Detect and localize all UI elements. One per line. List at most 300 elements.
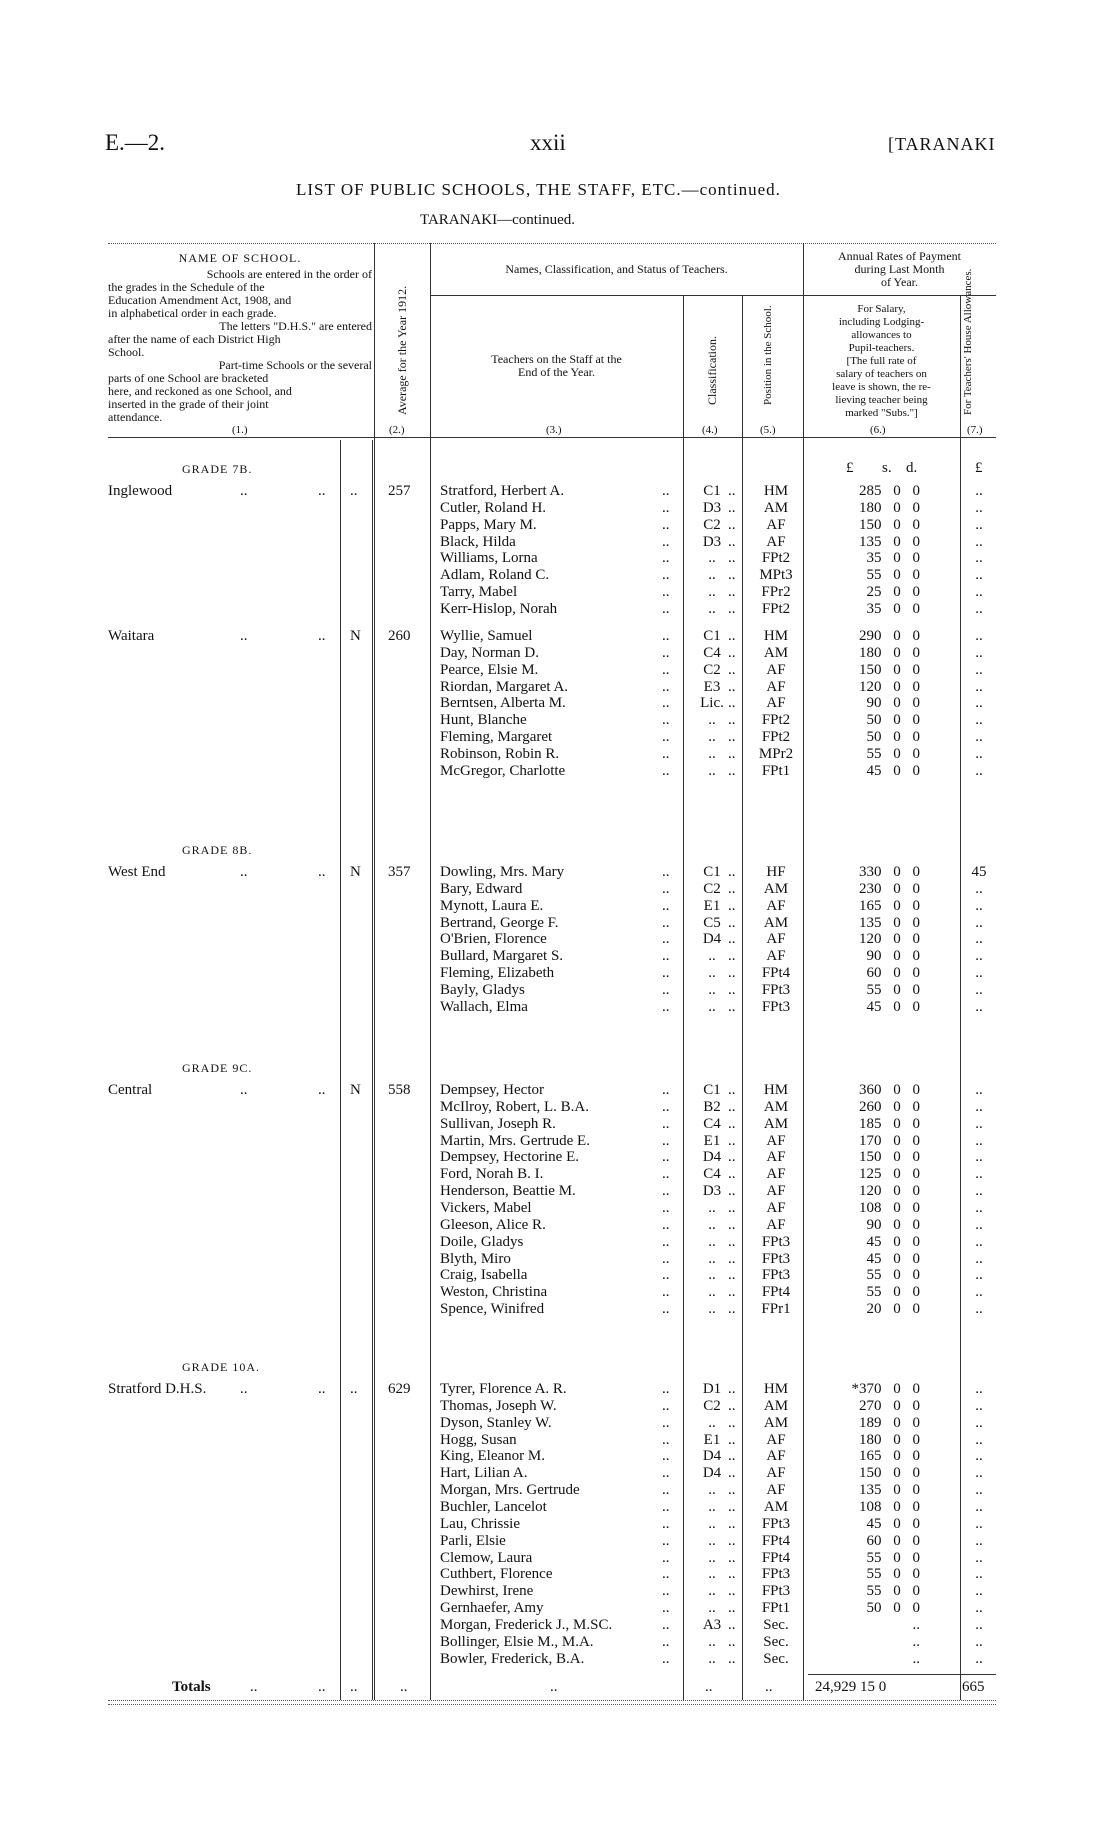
teacher-classification: ..: [708, 550, 716, 567]
teacher-salary: 270 0 0: [859, 1397, 920, 1414]
teacher-name: Wallach, Elma: [440, 998, 528, 1015]
teacher-position: AF: [766, 678, 786, 695]
teacher-position: FPr1: [761, 1301, 791, 1318]
teacher-position: AF: [766, 1183, 786, 1200]
teacher-house-allowance: ..: [975, 1397, 983, 1414]
leader-dots: ..: [662, 483, 670, 499]
teacher-classification: D3: [702, 533, 722, 550]
leader-dots: ..: [728, 1149, 736, 1166]
teacher-house-allowance: 45: [971, 864, 987, 880]
teacher-position: AF: [766, 1199, 786, 1216]
teacher-name: Black, Hilda: [440, 533, 516, 550]
teacher-name: Clemow, Laura: [440, 1549, 533, 1566]
teacher-name: Pearce, Elsie M.: [440, 661, 539, 678]
teacher-house-allowance: ..: [975, 1448, 983, 1465]
teacher-name: Berntsen, Alberta M.: [440, 695, 566, 712]
note-line: attendance.: [108, 410, 163, 424]
leader-dots: ..: [728, 1482, 736, 1499]
col6-line: Pupil-teachers.: [848, 342, 915, 354]
teacher-classification: D1: [702, 1381, 722, 1397]
leader-dots: ..: [728, 600, 736, 617]
teacher-name: Martin, Mrs. Gertrude E.: [440, 1132, 590, 1149]
teacher-house-allowance: ..: [975, 948, 983, 965]
leader-dots: ..: [728, 678, 736, 695]
teacher-salary: 25 0 0: [866, 584, 920, 601]
leader-dots: ..: [662, 712, 670, 729]
teacher-house-allowance: ..: [975, 762, 983, 779]
leader-dots: ..: [728, 584, 736, 601]
teacher-classification: A3: [702, 1616, 722, 1633]
leader-dots: ..: [728, 695, 736, 712]
teacher-house-allowance: ..: [975, 1216, 983, 1233]
teacher-house-allowance: ..: [975, 695, 983, 712]
col6-header: [803, 303, 960, 420]
teacher-salary: 45 0 0: [866, 1515, 920, 1532]
school-mark: N: [350, 628, 361, 644]
teacher-house-allowance: ..: [975, 1183, 983, 1200]
teacher-classification: ..: [708, 1515, 716, 1532]
teacher-salary: 108 0 0: [859, 1199, 920, 1216]
leader-dots: ..: [728, 1115, 736, 1132]
teacher-house-allowance: ..: [975, 981, 983, 998]
leader-dots: ..: [662, 1532, 670, 1549]
teacher-classification: D4: [702, 931, 722, 948]
teacher-classification: ..: [708, 948, 716, 965]
teacher-position: AF: [766, 533, 786, 550]
teacher-classification: D4: [702, 1448, 722, 1465]
leader-dots: ..: [728, 1414, 736, 1431]
col-number-7: (7.): [967, 424, 983, 436]
teacher-salary: 150 0 0: [859, 661, 920, 678]
teacher-classification: E1: [703, 1132, 721, 1149]
leader-dots: ..: [728, 550, 736, 567]
teacher-salary: 35 0 0: [866, 550, 920, 567]
teacher-name: Blyth, Miro: [440, 1250, 511, 1267]
col-divider-4: [742, 295, 743, 1700]
teacher-position: Sec.: [763, 1650, 789, 1667]
teacher-name: Riordan, Margaret A.: [440, 678, 569, 695]
teacher-salary: 108 0 0: [859, 1498, 920, 1515]
teacher-classification: E1: [703, 897, 721, 914]
col-divider-2: [430, 243, 431, 1700]
leader-dots: ..: [728, 1431, 736, 1448]
teacher-position: AF: [766, 897, 786, 914]
teacher-position: AM: [763, 880, 789, 897]
col2-header: Average for the Year 1912.: [395, 285, 409, 415]
leader-dots: ..: [318, 628, 326, 644]
teacher-name: Spence, Winifred: [440, 1301, 545, 1318]
teacher-position: FPt4: [761, 1532, 791, 1549]
teacher-salary: 260 0 0: [859, 1098, 920, 1115]
note-line: The letters "D.H.S." are entered: [219, 319, 372, 333]
note-line: in alphabetical order in each grade.: [108, 306, 277, 320]
teacher-name: Parli, Elsie: [440, 1532, 506, 1549]
teacher-position: FPt1: [761, 1600, 791, 1617]
leader-dots: ..: [728, 864, 736, 880]
teacher-name: Tyrer, Florence A. R.: [440, 1381, 567, 1397]
teacher-position: MPr2: [758, 745, 794, 762]
teacher-house-allowance: ..: [975, 1566, 983, 1583]
teacher-name: McGregor, Charlotte: [440, 762, 566, 779]
teacher-classification: ..: [708, 1633, 716, 1650]
teacher-name: Cuthbert, Florence: [440, 1566, 553, 1583]
teacher-salary: 150 0 0: [859, 1465, 920, 1482]
totals-label: Totals: [172, 1679, 211, 1695]
leader-dots: ..: [728, 661, 736, 678]
unit-shilling: s.: [882, 460, 892, 476]
leader-dots: ..: [662, 661, 670, 678]
teacher-name: Bollinger, Elsie M., M.A.: [440, 1633, 594, 1650]
teacher-house-allowance: ..: [975, 1132, 983, 1149]
teacher-house-allowance: ..: [975, 1233, 983, 1250]
leader-dots: ..: [728, 1098, 736, 1115]
totals-dots-5: ..: [550, 1679, 558, 1695]
school-name: West End: [108, 864, 166, 880]
teacher-classification: ..: [708, 1566, 716, 1583]
teacher-classification: ..: [708, 712, 716, 729]
teacher-salary: 55 0 0: [866, 1267, 920, 1284]
teacher-name: Mynott, Laura E.: [440, 897, 544, 914]
teacher-position: AF: [766, 1166, 786, 1183]
col4-header: Classification.: [705, 336, 719, 405]
col-number-3: (3.): [546, 424, 562, 436]
unit-pound: £: [846, 460, 854, 476]
teacher-salary: 150 0 0: [859, 516, 920, 533]
teacher-house-allowance: ..: [975, 1301, 983, 1318]
leader-dots: ..: [662, 914, 670, 931]
teacher-salary: 120 0 0: [859, 678, 920, 695]
leader-dots: ..: [728, 1515, 736, 1532]
teacher-position: AM: [763, 499, 789, 516]
leader-dots: ..: [728, 1498, 736, 1515]
teacher-salary: 180 0 0: [859, 644, 920, 661]
teacher-salary: 290 0 0: [859, 628, 920, 644]
leader-dots: ..: [728, 1250, 736, 1267]
teacher-classification: ..: [708, 1216, 716, 1233]
teacher-house-allowance: ..: [975, 600, 983, 617]
leader-dots: ..: [728, 567, 736, 584]
leader-dots: ..: [240, 483, 248, 499]
teacher-position: FPt1: [761, 762, 791, 779]
teacher-salary: 120 0 0: [859, 931, 920, 948]
leader-dots: ..: [728, 533, 736, 550]
teacher-house-allowance: ..: [975, 1549, 983, 1566]
header-bottom-rule: [108, 437, 996, 438]
leader-dots: ..: [662, 1301, 670, 1318]
teacher-name: Fleming, Margaret: [440, 729, 553, 746]
teacher-salary: 45 0 0: [866, 998, 920, 1015]
teacher-position: FPt2: [761, 712, 791, 729]
teacher-classification: E3: [703, 678, 721, 695]
teacher-house-allowance: ..: [975, 712, 983, 729]
leader-dots: ..: [662, 1166, 670, 1183]
leader-dots: ..: [662, 1397, 670, 1414]
leader-dots: ..: [728, 762, 736, 779]
leader-dots: ..: [662, 516, 670, 533]
teacher-name: Dewhirst, Irene: [440, 1583, 534, 1600]
teacher-salary: 90 0 0: [866, 1216, 920, 1233]
teacher-classification: ..: [708, 1549, 716, 1566]
teacher-house-allowance: ..: [975, 1250, 983, 1267]
teacher-salary: ..: [912, 1650, 920, 1667]
teacher-name: Hogg, Susan: [440, 1431, 517, 1448]
teacher-classification: D4: [702, 1465, 722, 1482]
teacher-name: Day, Norman D.: [440, 644, 540, 661]
teacher-position: AM: [763, 914, 789, 931]
teacher-classification: D4: [702, 1149, 722, 1166]
leader-dots: ..: [662, 1465, 670, 1482]
teacher-salary: 60 0 0: [866, 965, 920, 982]
teacher-position: AM: [763, 1115, 789, 1132]
teacher-house-allowance: ..: [975, 1431, 983, 1448]
teacher-house-allowance: ..: [975, 550, 983, 567]
teacher-position: FPt4: [761, 1549, 791, 1566]
school-average: 260: [388, 628, 411, 644]
teacher-house-allowance: ..: [975, 1082, 983, 1098]
teacher-name: Morgan, Frederick J., M.SC.: [440, 1616, 613, 1633]
leader-dots: ..: [662, 1600, 670, 1617]
teacher-name: Lau, Chrissie: [440, 1515, 520, 1532]
teacher-classification: C2: [703, 1397, 721, 1414]
teacher-name: Buchler, Lancelot: [440, 1498, 547, 1515]
teacher-house-allowance: ..: [975, 1650, 983, 1667]
teacher-house-allowance: ..: [975, 516, 983, 533]
leader-dots: ..: [662, 1633, 670, 1650]
leader-dots: ..: [728, 1633, 736, 1650]
teacher-position: AF: [766, 1431, 786, 1448]
teacher-house-allowance: ..: [975, 1498, 983, 1515]
teacher-position: FPt3: [761, 998, 791, 1015]
teacher-salary: 55 0 0: [866, 1583, 920, 1600]
leader-dots: ..: [662, 729, 670, 746]
teacher-position: FPt2: [761, 729, 791, 746]
teacher-name: Dempsey, Hector: [440, 1082, 544, 1098]
table-bottom-rule: [108, 1700, 996, 1701]
teacher-position: FPt3: [761, 1267, 791, 1284]
teacher-name: Sullivan, Joseph R.: [440, 1115, 556, 1132]
teacher-name: McIlroy, Robert, L. B.A.: [440, 1098, 590, 1115]
teacher-salary: 45 0 0: [866, 1233, 920, 1250]
note-line: Part-time Schools or the several: [218, 358, 372, 372]
leader-dots: ..: [662, 600, 670, 617]
teacher-name: O'Brien, Florence: [440, 931, 547, 948]
teacher-name: Bowler, Frederick, B.A.: [440, 1650, 585, 1667]
leader-dots: ..: [728, 1397, 736, 1414]
leader-dots: ..: [728, 1267, 736, 1284]
teacher-classification: ..: [708, 1233, 716, 1250]
teacher-classification: ..: [708, 1267, 716, 1284]
leader-dots: ..: [662, 1098, 670, 1115]
teacher-position: FPr2: [761, 584, 791, 601]
leader-dots: ..: [662, 1498, 670, 1515]
teacher-name: Ford, Norah B. I.: [440, 1166, 544, 1183]
teacher-salary: 55 0 0: [866, 1566, 920, 1583]
teacher-house-allowance: ..: [975, 1465, 983, 1482]
col1-title: NAME OF SCHOOL.: [178, 251, 302, 265]
leader-dots: ..: [728, 897, 736, 914]
teacher-classification: D3: [702, 499, 722, 516]
leader-dots: ..: [662, 745, 670, 762]
col3-line: End of the Year.: [518, 365, 595, 379]
leader-dots: ..: [662, 931, 670, 948]
col-number-6: (6.): [870, 424, 886, 436]
teacher-position: FPt2: [761, 550, 791, 567]
leader-dots: ..: [728, 1301, 736, 1318]
teacher-position: HM: [763, 1082, 789, 1098]
teacher-classification: ..: [708, 762, 716, 779]
teacher-name: Bertrand, George F.: [440, 914, 559, 931]
leader-dots: ..: [728, 729, 736, 746]
teacher-house-allowance: ..: [975, 1284, 983, 1301]
leader-dots: ..: [728, 483, 736, 499]
mark-divider-a: [340, 440, 341, 1700]
teacher-position: AM: [763, 644, 789, 661]
col6-line: [The full rate of: [846, 355, 917, 367]
teacher-house-allowance: ..: [975, 1381, 983, 1397]
teacher-position: AF: [766, 661, 786, 678]
leader-dots: ..: [318, 483, 326, 499]
leader-dots: ..: [662, 628, 670, 644]
totals-dots-7: ..: [765, 1679, 773, 1695]
teacher-salary: 170 0 0: [859, 1132, 920, 1149]
note-line: after the name of each District High: [108, 332, 281, 346]
teacher-position: HM: [763, 483, 789, 499]
teacher-position: AF: [766, 516, 786, 533]
teacher-house-allowance: ..: [975, 1532, 983, 1549]
school-name: Waitara: [108, 628, 155, 644]
teacher-position: AF: [766, 1149, 786, 1166]
leader-dots: ..: [662, 1082, 670, 1098]
leader-dots: ..: [662, 1414, 670, 1431]
document-subtitle: TARANAKI—continued.: [420, 212, 576, 228]
teacher-name: Hunt, Blanche: [440, 712, 527, 729]
teacher-position: AM: [763, 1414, 789, 1431]
leader-dots: ..: [662, 864, 670, 880]
col1-note: [108, 268, 372, 424]
teacher-position: AM: [763, 1397, 789, 1414]
teacher-position: AF: [766, 948, 786, 965]
leader-dots: ..: [662, 644, 670, 661]
leader-dots: ..: [728, 1183, 736, 1200]
leader-dots: ..: [662, 550, 670, 567]
teacher-classification: ..: [708, 729, 716, 746]
teacher-position: FPt4: [761, 965, 791, 982]
teacher-classification: ..: [708, 1600, 716, 1617]
teacher-house-allowance: ..: [975, 1199, 983, 1216]
col-divider-6: [960, 295, 961, 1700]
teacher-classification: C5: [703, 914, 721, 931]
leader-dots: ..: [728, 1233, 736, 1250]
teacher-house-allowance: ..: [975, 1115, 983, 1132]
teacher-name: Dowling, Mrs. Mary: [440, 864, 565, 880]
teacher-salary: 50 0 0: [866, 712, 920, 729]
teacher-salary: 135 0 0: [859, 533, 920, 550]
col6-line: allowances to: [851, 329, 912, 341]
teacher-salary: 189 0 0: [859, 1414, 920, 1431]
leader-dots: ..: [728, 1566, 736, 1583]
teacher-classification: B2: [703, 1098, 721, 1115]
header-mid-rule: [430, 295, 996, 296]
teacher-salary: 185 0 0: [859, 1115, 920, 1132]
leader-dots: ..: [728, 1082, 736, 1098]
leader-dots: ..: [728, 998, 736, 1015]
teacher-name: Vickers, Mabel: [440, 1199, 532, 1216]
teacher-name: Weston, Christina: [440, 1284, 548, 1301]
teacher-salary: 35 0 0: [866, 600, 920, 617]
leader-dots: ..: [728, 1448, 736, 1465]
col6-line: leave is shown, the re-: [832, 381, 931, 393]
col-number-2: (2.): [389, 424, 405, 436]
leader-dots: ..: [662, 1566, 670, 1583]
teacher-name: Bullard, Margaret S.: [440, 948, 564, 965]
leader-dots: ..: [728, 1532, 736, 1549]
leader-dots: ..: [662, 1448, 670, 1465]
teacher-salary: 50 0 0: [866, 1600, 920, 1617]
school-mark: N: [350, 864, 361, 880]
teacher-name: Stratford, Herbert A.: [440, 483, 565, 499]
leader-dots: ..: [662, 1482, 670, 1499]
teacher-house-allowance: ..: [975, 745, 983, 762]
teacher-position: HF: [766, 864, 786, 880]
teacher-house-allowance: ..: [975, 584, 983, 601]
leader-dots: ..: [728, 965, 736, 982]
note-line: School.: [108, 345, 145, 359]
teacher-salary: 55 0 0: [866, 1284, 920, 1301]
col-divider-3: [683, 295, 684, 1700]
teacher-position: FPt4: [761, 1284, 791, 1301]
leader-dots: ..: [662, 1583, 670, 1600]
col-number-5: (5.): [760, 424, 776, 436]
grade-heading: GRADE 10A.: [182, 1360, 260, 1374]
leader-dots: ..: [662, 1549, 670, 1566]
leader-dots: ..: [728, 1583, 736, 1600]
note-line: inserted in the grade of their joint: [108, 397, 269, 411]
teacher-name: Doile, Gladys: [440, 1233, 524, 1250]
leader-dots: ..: [662, 1431, 670, 1448]
col6-line: marked "Subs."]: [845, 407, 918, 419]
teacher-name: Wyllie, Samuel: [440, 628, 533, 644]
teacher-name: Williams, Lorna: [440, 550, 538, 567]
teacher-house-allowance: ..: [975, 644, 983, 661]
teacher-position: Sec.: [763, 1616, 789, 1633]
page-ref: E.—2.: [105, 130, 166, 155]
teacher-classification: ..: [708, 600, 716, 617]
col6-line: salary of teachers on: [836, 368, 927, 380]
leader-dots: ..: [728, 1600, 736, 1617]
school-name: Stratford D.H.S.: [108, 1381, 207, 1397]
table-top-rule: [108, 243, 996, 244]
teacher-house-allowance: ..: [975, 897, 983, 914]
teacher-position: FPt3: [761, 1566, 791, 1583]
teacher-position: FPt2: [761, 600, 791, 617]
teacher-name: Bary, Edward: [440, 880, 523, 897]
leader-dots: ..: [728, 1284, 736, 1301]
leader-dots: ..: [728, 914, 736, 931]
leader-dots: ..: [728, 745, 736, 762]
teacher-salary: 45 0 0: [866, 1250, 920, 1267]
leader-dots: ..: [662, 1267, 670, 1284]
grade-heading: GRADE 9C.: [182, 1061, 253, 1075]
leader-dots: ..: [662, 1216, 670, 1233]
teacher-position: FPt3: [761, 981, 791, 998]
teacher-classification: C2: [703, 661, 721, 678]
teacher-salary: 180 0 0: [859, 1431, 920, 1448]
leader-dots: ..: [240, 864, 248, 880]
col6-line: For Salary,: [857, 303, 906, 315]
teacher-position: HM: [763, 1381, 789, 1397]
teacher-house-allowance: ..: [975, 1166, 983, 1183]
teacher-classification: ..: [708, 745, 716, 762]
